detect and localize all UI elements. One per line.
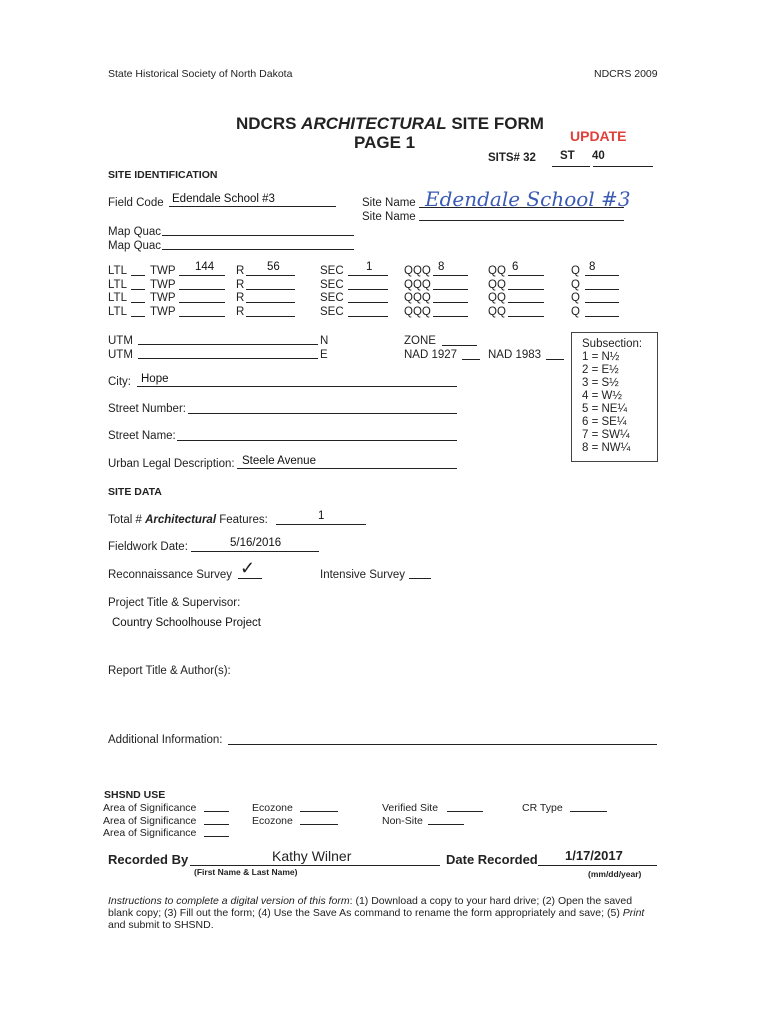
map-quad-2-label: Map Quac bbox=[108, 240, 162, 252]
field-code-label: Field Code bbox=[108, 197, 164, 209]
total-features-text: Total # bbox=[108, 514, 146, 526]
title-part-italic: ARCHITECTURAL bbox=[301, 114, 447, 133]
total-features-value[interactable]: 1 bbox=[318, 510, 325, 522]
range-label: R bbox=[236, 292, 245, 304]
subsection-item: 7 = SW¼ bbox=[582, 429, 630, 441]
form-code: NDCRS 2009 bbox=[594, 68, 658, 80]
instructions-line-1 bbox=[108, 895, 644, 907]
title-part: SITE FORM bbox=[446, 114, 544, 133]
subsection-item: 8 = NW¼ bbox=[582, 442, 631, 454]
instructions-line-3: and submit to SHSND. bbox=[108, 919, 214, 931]
map-quad-2-line[interactable] bbox=[162, 249, 354, 250]
map-quad-1-label: Map Quac bbox=[108, 226, 162, 238]
date-recorded-line bbox=[538, 865, 657, 866]
q-label: Q bbox=[571, 306, 580, 318]
cr-type-label: CR Type bbox=[522, 802, 563, 814]
urban-legal-value[interactable]: Steele Avenue bbox=[242, 455, 316, 467]
total-features-line bbox=[276, 524, 366, 525]
map-quad-1-line[interactable] bbox=[162, 235, 354, 236]
field-code-line bbox=[169, 206, 336, 207]
sec-label: SEC bbox=[320, 265, 344, 277]
site-name-label: Site Name bbox=[362, 197, 416, 209]
additional-info-line[interactable] bbox=[228, 744, 657, 745]
total-features-text: Features: bbox=[216, 514, 268, 526]
qqq-label: QQQ bbox=[404, 292, 431, 304]
site-identification-heading: SITE IDENTIFICATION bbox=[108, 169, 218, 181]
recorded-by-label: Recorded By bbox=[108, 852, 189, 867]
utm-label: UTM bbox=[108, 335, 133, 347]
intensive-survey-line[interactable] bbox=[409, 578, 431, 579]
q-label: Q bbox=[571, 292, 580, 304]
range-value[interactable]: 56 bbox=[267, 261, 280, 273]
street-number-line[interactable] bbox=[188, 413, 457, 414]
nad1983-line[interactable] bbox=[546, 359, 564, 360]
project-label: Project Title & Supervisor: bbox=[108, 597, 241, 609]
org-name: State Historical Society of North Dakota bbox=[108, 68, 293, 80]
additional-info-label: Additional Information: bbox=[108, 734, 223, 746]
aos-1-label: Area of Significance bbox=[103, 802, 197, 814]
site-name-2-line[interactable] bbox=[419, 220, 624, 221]
recorded-by-line bbox=[190, 865, 440, 866]
aos-3-label: Area of Significance bbox=[103, 827, 197, 839]
instructions-lead: Instructions to complete a digital version of this form bbox=[108, 895, 350, 907]
subsection-item: 1 = N½ bbox=[582, 351, 620, 363]
aos-2-line[interactable] bbox=[204, 824, 229, 825]
ecozone-1-line[interactable] bbox=[300, 811, 338, 812]
instructions-line-2 bbox=[108, 907, 644, 919]
report-label: Report Title & Author(s): bbox=[108, 665, 231, 677]
verified-site-line[interactable] bbox=[447, 811, 483, 812]
nad1927-line[interactable] bbox=[462, 359, 480, 360]
fieldwork-date-value[interactable]: 5/16/2016 bbox=[230, 537, 282, 549]
form-title bbox=[236, 114, 544, 134]
project-value[interactable]: Country Schoolhouse Project bbox=[112, 617, 261, 629]
subsection-item: 5 = NE¼ bbox=[582, 403, 628, 415]
intensive-survey-label: Intensive Survey bbox=[320, 569, 406, 581]
utm-easting-line[interactable] bbox=[138, 358, 318, 359]
street-name-label: Street Name: bbox=[108, 430, 176, 442]
qqq-label: QQQ bbox=[404, 265, 431, 277]
site-data-heading: SITE DATA bbox=[108, 486, 162, 498]
urban-legal-label: Urban Legal Description: bbox=[108, 458, 235, 470]
fieldwork-date-label: Fieldwork Date: bbox=[108, 541, 188, 553]
non-site-label: Non-Site bbox=[382, 815, 423, 827]
city-line bbox=[137, 386, 457, 387]
non-site-line[interactable] bbox=[428, 824, 464, 825]
recon-checkmark-icon[interactable]: ✓ bbox=[240, 558, 256, 578]
ltl-label: LTL bbox=[108, 292, 127, 304]
total-features-label bbox=[108, 514, 268, 526]
range-label: R bbox=[236, 279, 245, 291]
q-label: Q bbox=[571, 265, 580, 277]
verified-site-label: Verified Site bbox=[382, 802, 439, 814]
street-number-label: Street Number: bbox=[108, 403, 186, 415]
qqq-label: QQQ bbox=[404, 279, 431, 291]
qq-label: QQ bbox=[488, 306, 506, 318]
aos-3-line[interactable] bbox=[204, 836, 229, 837]
range-label: R bbox=[236, 265, 245, 277]
shsnd-use-heading: SHSND USE bbox=[104, 789, 166, 801]
utm-n-label: N bbox=[320, 335, 329, 347]
twp-label: TWP bbox=[150, 265, 176, 277]
qqq-label: QQQ bbox=[404, 306, 431, 318]
subsection-item: 4 = W½ bbox=[582, 390, 622, 402]
ltl-label: LTL bbox=[108, 279, 127, 291]
twp-value[interactable]: 144 bbox=[195, 261, 215, 273]
site-name-2-label: Site Name bbox=[362, 211, 416, 223]
sec-value[interactable]: 1 bbox=[366, 261, 373, 273]
qq-label: QQ bbox=[488, 279, 506, 291]
date-recorded-value[interactable]: 1/17/2017 bbox=[565, 848, 623, 863]
ltl-label: LTL bbox=[108, 306, 127, 318]
recon-survey-label: Reconnaissance Survey bbox=[108, 569, 233, 581]
twp-label: TWP bbox=[150, 292, 176, 304]
sec-label: SEC bbox=[320, 292, 344, 304]
subsection-item: 2 = E½ bbox=[582, 364, 619, 376]
title-part: NDCRS bbox=[236, 114, 302, 133]
city-label: City: bbox=[108, 376, 131, 388]
cr-type-line[interactable] bbox=[570, 811, 607, 812]
site-name-handwritten[interactable]: Edendale School #3 bbox=[425, 187, 631, 211]
subsection-item: 3 = S½ bbox=[582, 377, 619, 389]
city-value[interactable]: Hope bbox=[141, 373, 169, 385]
qqq-value[interactable]: 8 bbox=[438, 261, 445, 273]
page-number: PAGE 1 bbox=[354, 133, 416, 152]
recorded-by-value[interactable]: Kathy Wilner bbox=[272, 848, 352, 864]
ecozone-1-label: Ecozone bbox=[252, 802, 293, 814]
twp-label: TWP bbox=[150, 279, 176, 291]
sec-label: SEC bbox=[320, 306, 344, 318]
zone-line[interactable] bbox=[442, 345, 477, 346]
instructions-text: : (1) Download a copy to your hard drive; (2) Open the saved bbox=[349, 895, 633, 907]
urban-legal-line bbox=[237, 468, 457, 469]
sits-label: SITS# 32 bbox=[488, 152, 536, 164]
aos-2-label: Area of Significance bbox=[103, 815, 197, 827]
sec-label: SEC bbox=[320, 279, 344, 291]
qq-label: QQ bbox=[488, 265, 506, 277]
update-stamp: UPDATE bbox=[570, 128, 627, 144]
qq-value[interactable]: 6 bbox=[512, 261, 519, 273]
instructions-text: blank copy; (3) Fill out the form; (4) Use the Save As command to rename the form appropriately and save; (5) bbox=[108, 907, 623, 919]
ltl-label: LTL bbox=[108, 265, 127, 277]
utm-label: UTM bbox=[108, 349, 133, 361]
ecozone-2-line[interactable] bbox=[300, 824, 338, 825]
q-value[interactable]: 8 bbox=[589, 261, 596, 273]
ecozone-2-label: Ecozone bbox=[252, 815, 293, 827]
subsection-title: Subsection: bbox=[582, 338, 643, 350]
q-label: Q bbox=[571, 279, 580, 291]
utm-e-label: E bbox=[320, 349, 328, 361]
recorded-by-sub: (First Name & Last Name) bbox=[194, 867, 298, 877]
aos-1-line[interactable] bbox=[204, 811, 229, 812]
total-features-text-bold: Architectural bbox=[145, 514, 217, 526]
street-name-line[interactable] bbox=[177, 440, 457, 441]
twp-label: TWP bbox=[150, 306, 176, 318]
subsection-item: 6 = SE¼ bbox=[582, 416, 627, 428]
nad1983-label: NAD 1983 bbox=[488, 349, 542, 361]
zone-label: ZONE bbox=[404, 335, 436, 347]
fieldwork-date-line bbox=[191, 551, 319, 552]
range-label: R bbox=[236, 306, 245, 318]
instructions-text-italic: Print bbox=[622, 907, 645, 919]
field-code-value[interactable]: Edendale School #3 bbox=[172, 193, 275, 205]
nad1927-label: NAD 1927 bbox=[404, 349, 458, 361]
instructions bbox=[108, 895, 644, 931]
qq-label: QQ bbox=[488, 292, 506, 304]
date-recorded-sub: (mm/dd/year) bbox=[588, 869, 642, 879]
sits-number: 40 bbox=[592, 150, 605, 162]
utm-northing-line[interactable] bbox=[138, 344, 318, 345]
subsection-box bbox=[571, 332, 658, 462]
date-recorded-label: Date Recorded bbox=[446, 852, 538, 867]
sits-state: ST bbox=[560, 150, 575, 162]
